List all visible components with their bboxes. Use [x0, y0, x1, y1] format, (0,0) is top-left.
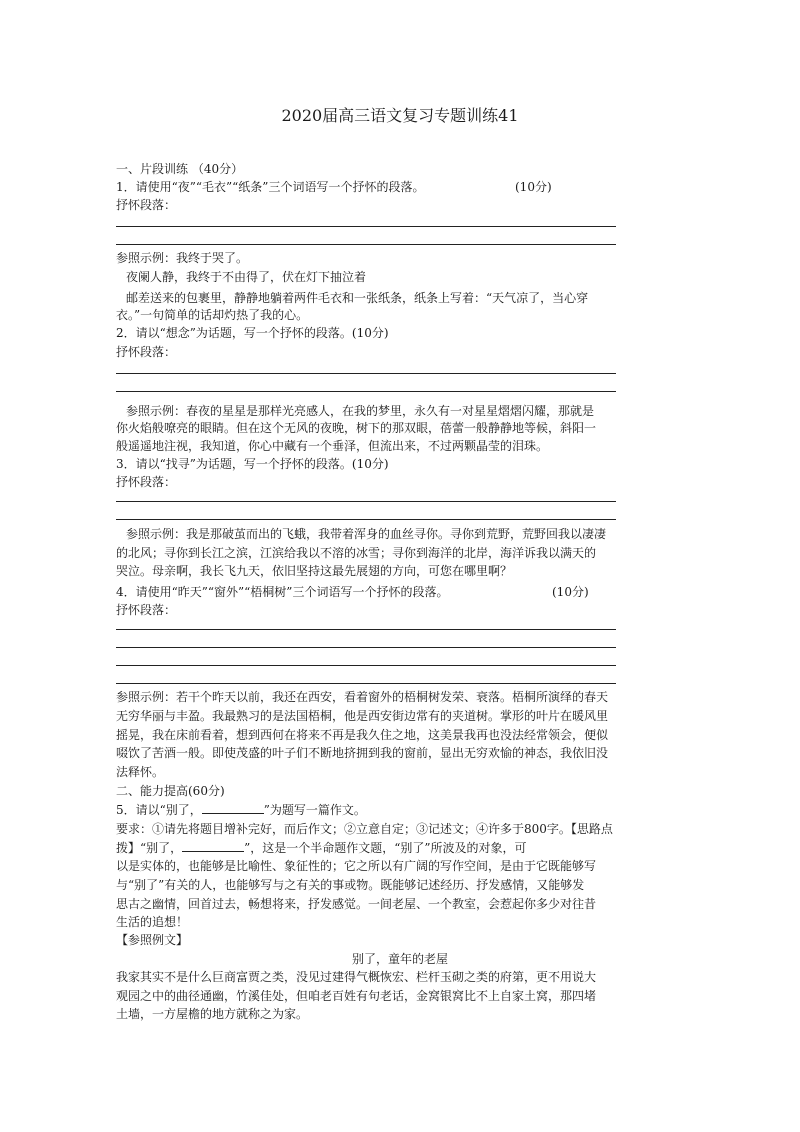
question-4-score: (10分): [552, 585, 589, 599]
sample-answer-line: 般遥遥地注视，我知道，你心中藏有一个垂泽，但流出来，不过两颗晶莹的泪珠。: [116, 439, 549, 453]
question-1-score: (10分): [515, 180, 552, 194]
reference-essay-heading: 【参照例文】: [116, 933, 189, 947]
section-2-heading: 二、能力提高(60分): [116, 784, 225, 798]
requirements-line: 生活的追想！: [116, 915, 189, 929]
sample-answer-line: 摇晃，我在床前看着，想到西何在将来不再是我久住之地，这美景我再也没法经常领会，便似: [116, 728, 609, 742]
question-3: 3．请以“找寻”为话题，写一个抒怀的段落。(10分): [116, 457, 389, 471]
page-title: 2020届高三语文复习专题训练41: [281, 106, 519, 125]
sample-answer-line: 哭泣。母亲啊，我长飞九天，依旧坚持这最先展翅的方向，可您在哪里啊？: [116, 564, 513, 578]
requirements-line: 以是实体的，也能够是比喻性、象征性的；它之所以有广阔的写作空间，是由于它既能够写: [116, 859, 597, 873]
answer-line: [116, 665, 616, 666]
answer-label: 抒怀段落：: [116, 603, 177, 617]
requirements-prefix: 拨】“别了，: [116, 841, 183, 855]
answer-line: [116, 629, 616, 630]
answer-line: [116, 226, 616, 227]
essay-line: 土墙，一方屋檐的地方就称之为家。: [116, 1007, 309, 1021]
title-blank: [202, 802, 264, 814]
question-5: [116, 802, 366, 817]
essay-title: 别了，童年的老屋: [351, 952, 448, 966]
answer-line: [116, 373, 616, 374]
sample-answer-line: 衣。”一句简单的话却灼热了我的心。: [116, 308, 309, 322]
sample-answer-line: 无穷华丽与丰盈。我最熟习的是法国梧桐，他是西安街边常有的夹道树。掌形的叶片在暖风里: [116, 709, 609, 723]
essay-line: 我家其实不是什么巨商富贾之类，没见过建得气概恢宏、栏杆玉砌之类的府第，更不用说大: [116, 970, 597, 984]
sample-answer-line: 参照示例：若干个昨天以前，我还在西安，看着窗外的梧桐树发荣、衰落。梧桐所演绎的春天: [116, 690, 609, 704]
requirements-suffix: ”，这是一个半命题作文题，“别了”所波及的对象，可: [244, 841, 527, 855]
question-5-suffix: ”为题写一篇作文。: [263, 803, 366, 817]
requirements-line: 与“别了”有关的人，也能够写与之有关的事或物。既能够记述经历、抒发感情，又能够发: [116, 878, 585, 892]
answer-line: [116, 519, 616, 520]
answer-label: 抒怀段落：: [116, 475, 177, 489]
answer-line: [116, 683, 616, 684]
sample-answer-line: 啜饮了苦酒一般。即使茂盛的叶子们不断地挤拥到我的窗前，显出无穷欢愉的神态，我依旧没: [116, 746, 609, 760]
question-2: 2．请以“想念”为话题，写一个抒怀的段落。(10分): [116, 326, 389, 340]
question-5-prefix: 5．请以“别了，: [116, 803, 202, 817]
sample-answer-line: 参照示例：春夜的星星是那样光亮感人，在我的梦里，永久有一对星星熠熠闪耀，那就是: [126, 404, 595, 418]
sample-answer-line: 夜阑人静，我终于不由得了，伏在灯下抽泣着: [126, 270, 367, 284]
sample-answer-line: 参照示例：我是那破茧而出的飞蛾，我带着浑身的血丝寻你。寻你到荒野，荒野回我以凄凄: [126, 527, 607, 541]
sample-answer-line: 参照示例：我终于哭了。: [116, 251, 249, 265]
question-4: 4．请使用“昨天”“窗外”“梧桐树”三个词语写一个抒怀的段落。: [116, 585, 449, 599]
answer-label: 抒怀段落：: [116, 198, 177, 212]
section-1-heading: 一、片段训练 （40分）: [116, 162, 244, 176]
requirements-line: [116, 840, 527, 855]
sample-answer-line: 你火焰般嘹亮的眼睛。但在这个无风的夜晚，树下的那双眼，蓓蕾一般静静地等候，斜阳一: [116, 421, 597, 435]
answer-line: [116, 244, 616, 245]
sample-answer-line: 的北风；寻你到长江之滨，江滨给我以不溶的冰雪；寻你到海洋的北岸，海洋诉我以满天的: [116, 546, 597, 560]
question-1: 1．请使用“夜”“毛衣”“纸条”三个词语写一个抒怀的段落。: [116, 180, 425, 194]
sample-answer-line: 法释怀。: [116, 765, 165, 779]
requirements-line: 思古之幽情，回首过去，畅想将来，抒发感觉。一间老屋、一个教室，会惹起你多少对往昔: [116, 897, 597, 911]
answer-line: [116, 391, 616, 392]
sample-answer-line: 邮差送来的包裹里，静静地躺着两件毛衣和一张纸条，纸条上写着：“天气凉了，当心穿: [126, 291, 589, 305]
requirements-line: 要求：①请先将题目增补完好，而后作文；②立意自定；③记述文；④许多于800字。【思路点: [116, 822, 613, 836]
title-blank: [182, 840, 244, 852]
answer-line: [116, 501, 616, 502]
essay-line: 观园之中的曲径通幽，竹溪佳处，但咱老百姓有句老话，金窝银窝比不上自家土窝，那四堵: [116, 989, 597, 1003]
answer-label: 抒怀段落：: [116, 345, 177, 359]
answer-line: [116, 647, 616, 648]
